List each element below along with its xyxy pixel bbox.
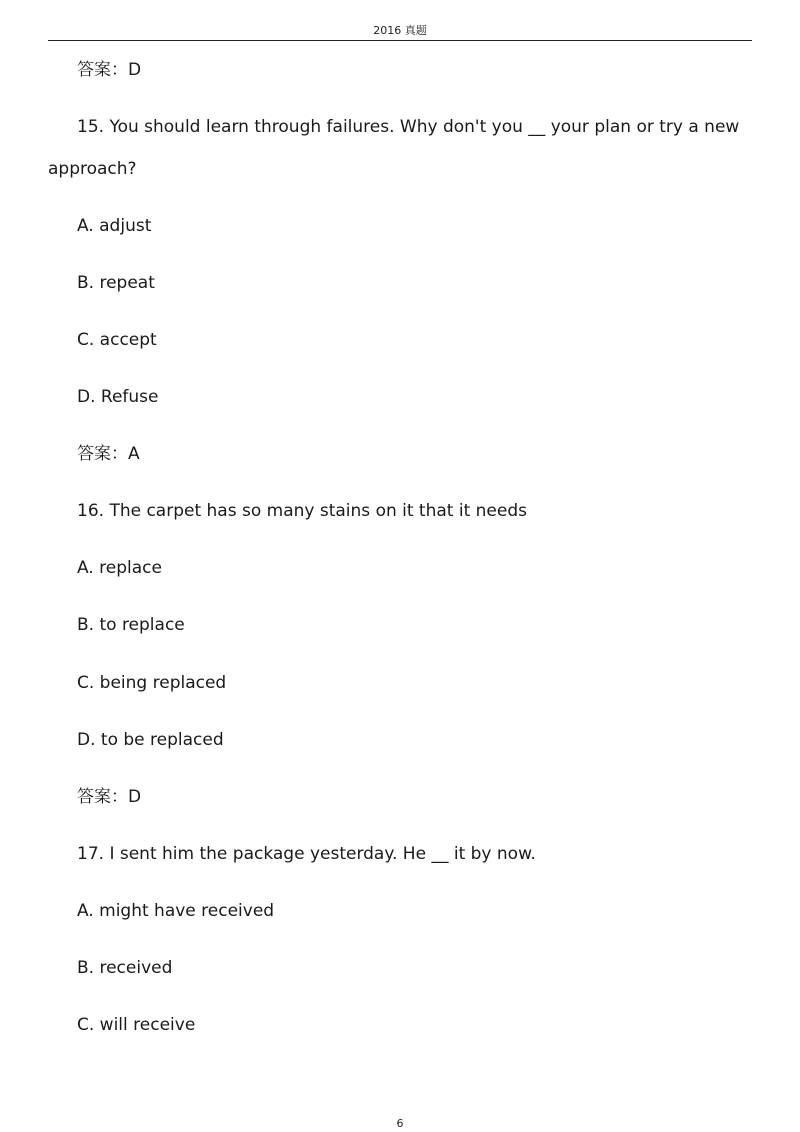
question-15-option-b: B. repeat [77, 273, 155, 293]
question-15-line-1: 15. You should learn through failures. Why don't you __ your plan or try a new [77, 117, 740, 137]
page-header: 2016 真题 [373, 24, 427, 37]
question-15-option-c: C. accept [77, 330, 157, 350]
answer-16: 答案：D [77, 787, 142, 807]
question-17-line-1: 17. I sent him the package yesterday. He __ it by now. [77, 844, 536, 864]
question-16-option-c: C. being replaced [77, 673, 227, 693]
answer-14: 答案：D [77, 60, 142, 80]
question-16-option-d: D. to be replaced [77, 730, 224, 750]
question-17-option-a: A. might have received [77, 901, 275, 921]
question-17-option-c: C. will receive [77, 1015, 196, 1035]
header-rule [48, 40, 752, 41]
question-15-line-2: approach? [48, 159, 137, 179]
question-16-option-a: A. replace [77, 558, 162, 578]
answer-15: 答案：A [77, 444, 140, 464]
question-16-option-b: B. to replace [77, 615, 185, 635]
question-15-option-d: D. Refuse [77, 387, 159, 407]
page-number: 6 [396, 1117, 404, 1130]
question-17-option-b: B. received [77, 958, 173, 978]
question-15-option-a: A. adjust [77, 216, 152, 236]
question-16-line-1: 16. The carpet has so many stains on it that it needs [77, 501, 527, 521]
